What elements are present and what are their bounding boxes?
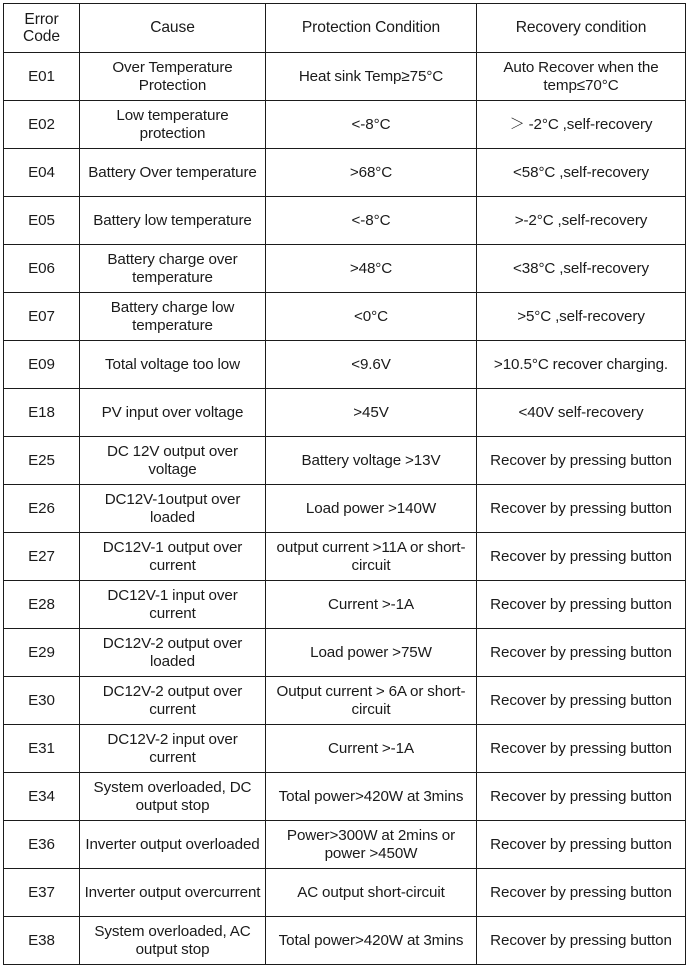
cell-recovery-condition: Recover by pressing button <box>477 869 686 917</box>
cell-protection-condition: Power>300W at 2mins or power >450W <box>266 821 477 869</box>
table-row <box>4 485 686 533</box>
cell-recovery-condition: <40V self-recovery <box>477 389 686 437</box>
table-row <box>4 773 686 821</box>
cell-protection-condition: Total power>420W at 3mins <box>266 773 477 821</box>
cell-cause: Inverter output overloaded <box>80 821 266 869</box>
table-row <box>4 101 686 149</box>
table-row <box>4 389 686 437</box>
cell-cause: Battery charge low temperature <box>80 293 266 341</box>
cell-cause: DC12V-2 output over current <box>80 677 266 725</box>
cell-cause: Inverter output overcurrent <box>80 869 266 917</box>
cell-error-code: E25 <box>4 437 80 485</box>
cell-error-code: E31 <box>4 725 80 773</box>
cell-protection-condition: >68°C <box>266 149 477 197</box>
column-header-error-code-line2: Code <box>23 28 60 45</box>
cell-cause: DC12V-2 input over current <box>80 725 266 773</box>
table-row <box>4 725 686 773</box>
cell-error-code: E27 <box>4 533 80 581</box>
cell-recovery-condition: Auto Recover when the temp≤70°C <box>477 53 686 101</box>
cell-protection-condition: <-8°C <box>266 101 477 149</box>
cell-protection-condition: Output current > 6A or short-circuit <box>266 677 477 725</box>
cell-error-code: E01 <box>4 53 80 101</box>
cell-protection-condition: Total power>420W at 3mins <box>266 917 477 965</box>
cell-error-code: E04 <box>4 149 80 197</box>
cell-recovery-condition: >5°C ,self-recovery <box>477 293 686 341</box>
cell-recovery-condition: Recover by pressing button <box>477 437 686 485</box>
cell-cause: PV input over voltage <box>80 389 266 437</box>
cell-cause: System overloaded, AC output stop <box>80 917 266 965</box>
cell-cause: Low temperature protection <box>80 101 266 149</box>
cell-cause: Battery low temperature <box>80 197 266 245</box>
cell-error-code: E38 <box>4 917 80 965</box>
cell-error-code: E37 <box>4 869 80 917</box>
table-header-row <box>4 4 686 53</box>
table-row <box>4 533 686 581</box>
cell-error-code: E28 <box>4 581 80 629</box>
cell-protection-condition: >48°C <box>266 245 477 293</box>
cell-cause: Battery charge over temperature <box>80 245 266 293</box>
column-header-recovery-condition: Recovery condition <box>477 4 686 53</box>
cell-recovery-condition: <38°C ,self-recovery <box>477 245 686 293</box>
cell-error-code: E05 <box>4 197 80 245</box>
cell-error-code: E29 <box>4 629 80 677</box>
table-row <box>4 581 686 629</box>
cell-recovery-condition: Recover by pressing button <box>477 629 686 677</box>
cell-recovery-condition: Recover by pressing button <box>477 917 686 965</box>
table-row <box>4 677 686 725</box>
cell-protection-condition: Battery voltage >13V <box>266 437 477 485</box>
cell-protection-condition: output current >11A or short-circuit <box>266 533 477 581</box>
cell-cause: Total voltage too low <box>80 341 266 389</box>
table-row <box>4 437 686 485</box>
cell-cause: Over Temperature Protection <box>80 53 266 101</box>
error-code-table <box>3 3 686 965</box>
table-row <box>4 293 686 341</box>
cell-error-code: E07 <box>4 293 80 341</box>
error-code-table-container <box>3 3 685 965</box>
cell-cause: DC12V-1 output over current <box>80 533 266 581</box>
cell-recovery-condition: Recover by pressing button <box>477 581 686 629</box>
cell-cause: DC12V-2 output over loaded <box>80 629 266 677</box>
table-row <box>4 917 686 965</box>
cell-cause: DC 12V output over voltage <box>80 437 266 485</box>
cell-error-code: E36 <box>4 821 80 869</box>
cell-recovery-condition: >10.5°C recover charging. <box>477 341 686 389</box>
cell-recovery-condition: Recover by pressing button <box>477 533 686 581</box>
column-header-error-code-line1: Error <box>24 10 59 28</box>
cell-recovery-condition: >-2°C ,self-recovery <box>477 197 686 245</box>
cell-recovery-condition: Recover by pressing button <box>477 485 686 533</box>
table-row <box>4 149 686 197</box>
cell-recovery-condition: Recover by pressing button <box>477 773 686 821</box>
table-row <box>4 341 686 389</box>
table-row <box>4 245 686 293</box>
cell-error-code: E09 <box>4 341 80 389</box>
cell-recovery-condition: <58°C ,self-recovery <box>477 149 686 197</box>
cell-recovery-condition: Recover by pressing button <box>477 677 686 725</box>
cell-recovery-condition: ＞ -2°C ,self-recovery <box>477 101 686 149</box>
table-body <box>4 4 686 965</box>
cell-protection-condition: >45V <box>266 389 477 437</box>
table-row <box>4 869 686 917</box>
cell-protection-condition: Current >-1A <box>266 581 477 629</box>
cell-error-code: E18 <box>4 389 80 437</box>
table-row <box>4 629 686 677</box>
cell-protection-condition: Load power >140W <box>266 485 477 533</box>
cell-protection-condition: AC output short-circuit <box>266 869 477 917</box>
cell-recovery-condition: Recover by pressing button <box>477 725 686 773</box>
cell-error-code: E34 <box>4 773 80 821</box>
table-row <box>4 53 686 101</box>
cell-error-code: E26 <box>4 485 80 533</box>
cell-cause: Battery Over temperature <box>80 149 266 197</box>
cell-error-code: E02 <box>4 101 80 149</box>
cell-error-code: E30 <box>4 677 80 725</box>
cell-protection-condition: Current >-1A <box>266 725 477 773</box>
cell-error-code: E06 <box>4 245 80 293</box>
cell-cause: DC12V-1output over loaded <box>80 485 266 533</box>
column-header-error-code <box>4 4 80 53</box>
cell-cause: System overloaded, DC output stop <box>80 773 266 821</box>
cell-protection-condition: <0°C <box>266 293 477 341</box>
cell-protection-condition: <-8°C <box>266 197 477 245</box>
cell-protection-condition: <9.6V <box>266 341 477 389</box>
cell-protection-condition: Load power >75W <box>266 629 477 677</box>
cell-protection-condition: Heat sink Temp≥75°C <box>266 53 477 101</box>
cell-cause: DC12V-1 input over current <box>80 581 266 629</box>
table-row <box>4 197 686 245</box>
column-header-protection-condition: Protection Condition <box>266 4 477 53</box>
cell-recovery-condition: Recover by pressing button <box>477 821 686 869</box>
table-row <box>4 821 686 869</box>
column-header-cause: Cause <box>80 4 266 53</box>
